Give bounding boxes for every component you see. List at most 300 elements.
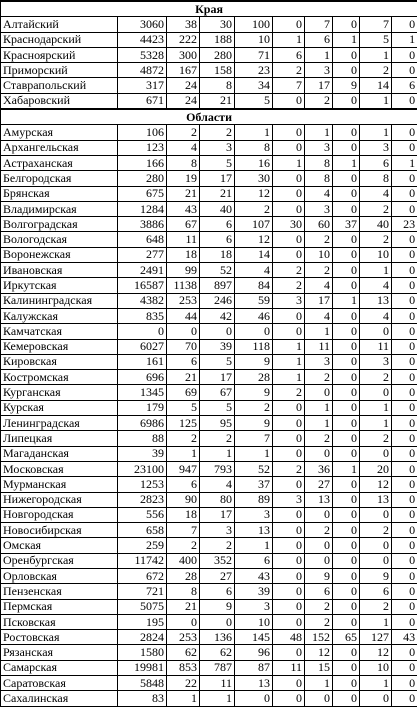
- value-cell: 2: [360, 370, 392, 385]
- value-cell: 42: [200, 308, 235, 323]
- table-row: [1, 32, 417, 47]
- value-cell: 9: [333, 78, 360, 93]
- table-row: [1, 324, 417, 339]
- value-cell: 9: [360, 568, 392, 583]
- value-cell: 0: [392, 599, 417, 614]
- region-name-cell: Самарская: [1, 660, 118, 675]
- value-cell: 40: [200, 201, 235, 216]
- value-cell: 0: [392, 385, 417, 400]
- value-cell: 8: [305, 155, 333, 170]
- value-cell: 44: [167, 308, 200, 323]
- value-cell: 80: [200, 492, 235, 507]
- value-cell: 0: [392, 370, 417, 385]
- table-row: [1, 47, 417, 62]
- region-name-cell: Липецкая: [1, 431, 118, 446]
- value-cell: 2491: [118, 263, 167, 278]
- value-cell: 4: [305, 278, 333, 293]
- value-cell: 10: [360, 247, 392, 262]
- value-cell: 127: [360, 630, 392, 645]
- table-row: [1, 507, 417, 522]
- value-cell: 0: [333, 324, 360, 339]
- table-row: [1, 385, 417, 400]
- value-cell: 6: [305, 32, 333, 47]
- value-cell: 136: [200, 630, 235, 645]
- region-name-cell: Курская: [1, 400, 118, 415]
- table-row: [1, 676, 417, 691]
- value-cell: 107: [235, 217, 273, 232]
- value-cell: 0: [305, 385, 333, 400]
- value-cell: 17: [200, 507, 235, 522]
- value-cell: 0: [333, 431, 360, 446]
- value-cell: 0: [392, 93, 417, 109]
- value-cell: 4: [360, 308, 392, 323]
- value-cell: 6: [167, 354, 200, 369]
- value-cell: 0: [273, 17, 305, 32]
- region-name-cell: Брянская: [1, 186, 118, 201]
- value-cell: 158: [200, 63, 235, 78]
- value-cell: 0: [333, 477, 360, 492]
- value-cell: 37: [333, 217, 360, 232]
- value-cell: 6: [235, 553, 273, 568]
- value-cell: 14: [360, 78, 392, 93]
- value-cell: 2: [305, 431, 333, 446]
- value-cell: 0: [333, 232, 360, 247]
- value-cell: 835: [118, 308, 167, 323]
- value-cell: 253: [167, 293, 200, 308]
- table-row: [1, 155, 417, 170]
- value-cell: 0: [360, 691, 392, 706]
- value-cell: 2: [167, 431, 200, 446]
- value-cell: 1: [273, 155, 305, 170]
- value-cell: 5848: [118, 676, 167, 691]
- value-cell: 0: [360, 553, 392, 568]
- region-name-cell: Ленинградская: [1, 416, 118, 431]
- value-cell: 1: [392, 32, 417, 47]
- value-cell: 0: [273, 201, 305, 216]
- value-cell: 0: [273, 431, 305, 446]
- value-cell: 6: [200, 232, 235, 247]
- region-name-cell: Воронежская: [1, 247, 118, 262]
- value-cell: 0: [392, 293, 417, 308]
- value-cell: 0: [392, 416, 417, 431]
- value-cell: 0: [333, 339, 360, 354]
- value-cell: 2: [305, 93, 333, 109]
- value-cell: 2: [305, 523, 333, 538]
- region-name-cell: Сахалинская: [1, 691, 118, 706]
- value-cell: 0: [392, 492, 417, 507]
- value-cell: 2: [360, 599, 392, 614]
- region-name-cell: Волгоградская: [1, 217, 118, 232]
- value-cell: 27: [200, 568, 235, 583]
- value-cell: 0: [392, 676, 417, 691]
- value-cell: 4872: [118, 63, 167, 78]
- value-cell: 277: [118, 247, 167, 262]
- table-row: [1, 553, 417, 568]
- value-cell: 4: [305, 308, 333, 323]
- value-cell: 16: [235, 155, 273, 170]
- value-cell: 8: [360, 171, 392, 186]
- value-cell: 28: [167, 568, 200, 583]
- value-cell: 0: [273, 171, 305, 186]
- table-row: [1, 461, 417, 476]
- value-cell: 1: [273, 32, 305, 47]
- value-cell: 0: [273, 645, 305, 660]
- value-cell: 721: [118, 584, 167, 599]
- value-cell: 0: [333, 385, 360, 400]
- region-name-cell: Приморский: [1, 63, 118, 78]
- value-cell: 0: [200, 324, 235, 339]
- value-cell: 19981: [118, 660, 167, 675]
- region-name-cell: Нижегородская: [1, 492, 118, 507]
- table-row: [1, 308, 417, 323]
- region-name-cell: Псковская: [1, 614, 118, 629]
- region-name-cell: Ивановская: [1, 263, 118, 278]
- value-cell: 43: [392, 630, 417, 645]
- value-cell: 2: [200, 538, 235, 553]
- value-cell: 9: [235, 385, 273, 400]
- value-cell: 38: [167, 17, 200, 32]
- value-cell: 7: [167, 523, 200, 538]
- value-cell: 7: [360, 17, 392, 32]
- value-cell: 1: [200, 691, 235, 706]
- value-cell: 0: [392, 263, 417, 278]
- region-name-cell: Красноярский: [1, 47, 118, 62]
- value-cell: 2: [305, 232, 333, 247]
- region-name-cell: Алтайский: [1, 17, 118, 32]
- value-cell: 17: [200, 171, 235, 186]
- value-cell: 65: [333, 630, 360, 645]
- value-cell: 0: [392, 324, 417, 339]
- value-cell: 20: [360, 461, 392, 476]
- value-cell: 246: [200, 293, 235, 308]
- value-cell: 3: [273, 492, 305, 507]
- region-name-cell: Омская: [1, 538, 118, 553]
- value-cell: 21: [167, 186, 200, 201]
- value-cell: 21: [167, 599, 200, 614]
- value-cell: 0: [333, 47, 360, 62]
- value-cell: 1: [333, 293, 360, 308]
- value-cell: 3: [305, 201, 333, 216]
- value-cell: 15: [305, 660, 333, 675]
- value-cell: 13: [235, 523, 273, 538]
- value-cell: 96: [235, 645, 273, 660]
- table-row: [1, 400, 417, 415]
- value-cell: 317: [118, 78, 167, 93]
- value-cell: 2: [273, 278, 305, 293]
- value-cell: 2: [360, 201, 392, 216]
- value-cell: 0: [392, 232, 417, 247]
- value-cell: 0: [392, 63, 417, 78]
- value-cell: 4: [235, 263, 273, 278]
- value-cell: 2: [167, 125, 200, 140]
- value-cell: 0: [273, 186, 305, 201]
- value-cell: 0: [273, 308, 305, 323]
- value-cell: 12: [305, 645, 333, 660]
- value-cell: 9: [235, 416, 273, 431]
- value-cell: 0: [333, 201, 360, 216]
- value-cell: 0: [360, 324, 392, 339]
- value-cell: 0: [392, 477, 417, 492]
- value-cell: 118: [235, 339, 273, 354]
- value-cell: 0: [392, 125, 417, 140]
- table-row: [1, 93, 417, 109]
- value-cell: 0: [333, 538, 360, 553]
- value-cell: 5328: [118, 47, 167, 62]
- value-cell: 125: [167, 416, 200, 431]
- value-cell: 0: [167, 614, 200, 629]
- value-cell: 0: [392, 461, 417, 476]
- value-cell: 43: [235, 568, 273, 583]
- value-cell: 0: [273, 568, 305, 583]
- value-cell: 3: [360, 140, 392, 155]
- value-cell: 1: [333, 32, 360, 47]
- value-cell: 23: [392, 217, 417, 232]
- region-name-cell: Московская: [1, 461, 118, 476]
- value-cell: 17: [200, 370, 235, 385]
- value-cell: 7: [273, 78, 305, 93]
- value-cell: 6: [200, 217, 235, 232]
- value-cell: 27: [305, 477, 333, 492]
- value-cell: 3: [235, 599, 273, 614]
- value-cell: 0: [333, 523, 360, 538]
- value-cell: 0: [333, 247, 360, 262]
- value-cell: 0: [273, 691, 305, 706]
- value-cell: 0: [333, 354, 360, 369]
- value-cell: 14: [235, 247, 273, 262]
- value-cell: 46: [235, 308, 273, 323]
- table-row: [1, 278, 417, 293]
- value-cell: 5: [200, 400, 235, 415]
- value-cell: 0: [273, 140, 305, 155]
- value-cell: 2: [360, 431, 392, 446]
- table-row: [1, 293, 417, 308]
- region-name-cell: Ростовская: [1, 630, 118, 645]
- region-name-cell: Курганская: [1, 385, 118, 400]
- value-cell: 1: [360, 47, 392, 62]
- value-cell: 166: [118, 155, 167, 170]
- value-cell: 853: [167, 660, 200, 675]
- value-cell: 8: [305, 171, 333, 186]
- table-row: [1, 492, 417, 507]
- value-cell: 1: [305, 416, 333, 431]
- value-cell: 1: [360, 263, 392, 278]
- value-cell: 1: [333, 155, 360, 170]
- region-name-cell: Новгородская: [1, 507, 118, 522]
- value-cell: 69: [167, 385, 200, 400]
- value-cell: 0: [333, 584, 360, 599]
- value-cell: 36: [305, 461, 333, 476]
- value-cell: 4: [360, 278, 392, 293]
- value-cell: 67: [200, 385, 235, 400]
- value-cell: 0: [273, 125, 305, 140]
- value-cell: 0: [273, 400, 305, 415]
- value-cell: 1138: [167, 278, 200, 293]
- value-cell: 1: [360, 614, 392, 629]
- value-cell: 0: [333, 645, 360, 660]
- value-cell: 11: [305, 339, 333, 354]
- table-row: [1, 446, 417, 461]
- value-cell: 7: [235, 431, 273, 446]
- value-cell: 3: [235, 507, 273, 522]
- value-cell: 67: [167, 217, 200, 232]
- region-name-cell: Магаданская: [1, 446, 118, 461]
- value-cell: 0: [235, 691, 273, 706]
- value-cell: 2: [235, 201, 273, 216]
- value-cell: 2: [273, 63, 305, 78]
- value-cell: 161: [118, 354, 167, 369]
- region-name-cell: Камчатская: [1, 324, 118, 339]
- value-cell: 195: [118, 614, 167, 629]
- value-cell: 2: [167, 538, 200, 553]
- value-cell: 2: [305, 263, 333, 278]
- value-cell: 3: [273, 293, 305, 308]
- table-row: [1, 614, 417, 629]
- value-cell: 6986: [118, 416, 167, 431]
- value-cell: 5: [167, 400, 200, 415]
- value-cell: 23100: [118, 461, 167, 476]
- value-cell: 0: [200, 614, 235, 629]
- value-cell: 4: [167, 140, 200, 155]
- value-cell: 1: [235, 125, 273, 140]
- value-cell: 2: [200, 431, 235, 446]
- value-cell: 16587: [118, 278, 167, 293]
- value-cell: 4382: [118, 293, 167, 308]
- value-cell: 10: [235, 614, 273, 629]
- value-cell: 90: [167, 492, 200, 507]
- value-cell: 12: [235, 232, 273, 247]
- value-cell: 0: [333, 186, 360, 201]
- table-row: [1, 17, 417, 32]
- value-cell: 793: [200, 461, 235, 476]
- region-name-cell: Саратовская: [1, 676, 118, 691]
- value-cell: 0: [360, 385, 392, 400]
- value-cell: 9: [305, 568, 333, 583]
- value-cell: 0: [392, 553, 417, 568]
- value-cell: 1: [167, 446, 200, 461]
- region-name-cell: Костромская: [1, 370, 118, 385]
- value-cell: 52: [200, 263, 235, 278]
- value-cell: 62: [167, 645, 200, 660]
- table-row: [1, 186, 417, 201]
- value-cell: 5: [360, 32, 392, 47]
- value-cell: 0: [392, 186, 417, 201]
- value-cell: 34: [235, 78, 273, 93]
- value-cell: 0: [333, 125, 360, 140]
- value-cell: 0: [167, 324, 200, 339]
- value-cell: 0: [305, 553, 333, 568]
- value-cell: 1: [305, 324, 333, 339]
- region-name-cell: Астраханская: [1, 155, 118, 170]
- value-cell: 0: [392, 400, 417, 415]
- value-cell: 17: [305, 78, 333, 93]
- value-cell: 1: [235, 446, 273, 461]
- value-cell: 0: [392, 645, 417, 660]
- table-row: [1, 125, 417, 140]
- value-cell: 6: [360, 584, 392, 599]
- table-row: [1, 217, 417, 232]
- value-cell: 179: [118, 400, 167, 415]
- value-cell: 8: [235, 140, 273, 155]
- region-name-cell: Калужская: [1, 308, 118, 323]
- value-cell: 88: [118, 431, 167, 446]
- value-cell: 0: [305, 538, 333, 553]
- value-cell: 2: [305, 599, 333, 614]
- value-cell: 13: [235, 676, 273, 691]
- value-cell: 897: [200, 278, 235, 293]
- value-cell: 10: [235, 32, 273, 47]
- value-cell: 0: [273, 247, 305, 262]
- value-cell: 648: [118, 232, 167, 247]
- value-cell: 1: [273, 354, 305, 369]
- value-cell: 0: [392, 17, 417, 32]
- region-name-cell: Ставрапольский: [1, 78, 118, 93]
- value-cell: 0: [273, 232, 305, 247]
- value-cell: 10: [360, 660, 392, 675]
- value-cell: 70: [167, 339, 200, 354]
- value-cell: 0: [392, 354, 417, 369]
- value-cell: 18: [200, 247, 235, 262]
- value-cell: 4: [360, 186, 392, 201]
- value-cell: 13: [360, 492, 392, 507]
- value-cell: 0: [235, 324, 273, 339]
- value-cell: 0: [360, 507, 392, 522]
- value-cell: 2: [305, 370, 333, 385]
- table-row: [1, 416, 417, 431]
- value-cell: 40: [360, 217, 392, 232]
- value-cell: 0: [273, 507, 305, 522]
- value-cell: 253: [167, 630, 200, 645]
- region-name-cell: Калининградская: [1, 293, 118, 308]
- value-cell: 8: [167, 155, 200, 170]
- table-row: [1, 523, 417, 538]
- value-cell: 1: [273, 339, 305, 354]
- value-cell: 71: [235, 47, 273, 62]
- value-cell: 0: [392, 584, 417, 599]
- value-cell: 0: [333, 93, 360, 109]
- value-cell: 1: [360, 416, 392, 431]
- value-cell: 0: [333, 599, 360, 614]
- value-cell: 48: [273, 630, 305, 645]
- value-cell: 787: [200, 660, 235, 675]
- table-row: [1, 431, 417, 446]
- value-cell: 0: [333, 278, 360, 293]
- value-cell: 22: [167, 676, 200, 691]
- table-row: [1, 232, 417, 247]
- value-cell: 23: [235, 63, 273, 78]
- value-cell: 6: [200, 584, 235, 599]
- value-cell: 1: [305, 47, 333, 62]
- table-row: [1, 691, 417, 706]
- value-cell: 0: [392, 568, 417, 583]
- value-cell: 5075: [118, 599, 167, 614]
- region-name-cell: Краснодарский: [1, 32, 118, 47]
- value-cell: 1: [360, 93, 392, 109]
- value-cell: 39: [118, 446, 167, 461]
- value-cell: 84: [235, 278, 273, 293]
- value-cell: 6: [167, 477, 200, 492]
- value-cell: 30: [235, 171, 273, 186]
- value-cell: 12: [360, 477, 392, 492]
- value-cell: 11: [360, 339, 392, 354]
- value-cell: 10: [305, 247, 333, 262]
- value-cell: 3: [360, 354, 392, 369]
- value-cell: 0: [333, 691, 360, 706]
- value-cell: 12: [360, 645, 392, 660]
- value-cell: 1: [200, 446, 235, 461]
- region-name-cell: Пермская: [1, 599, 118, 614]
- value-cell: 0: [273, 553, 305, 568]
- value-cell: 2: [360, 523, 392, 538]
